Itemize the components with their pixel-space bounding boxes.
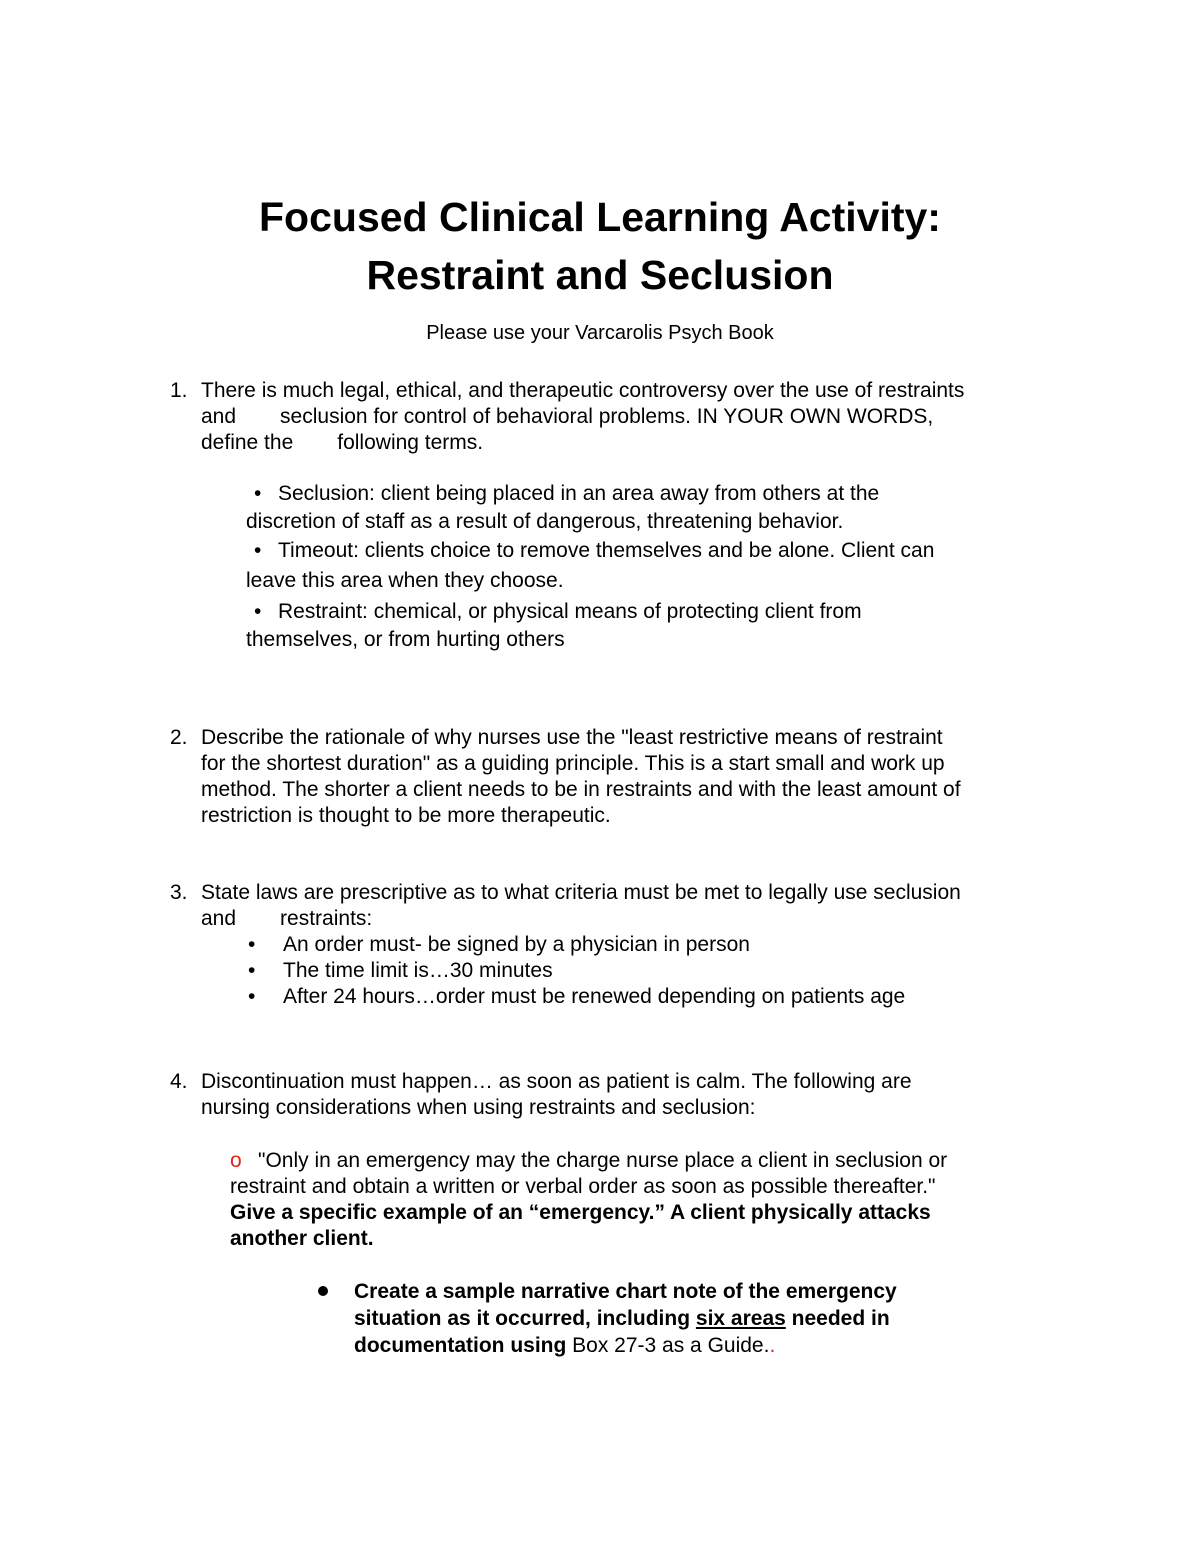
title-line-1: Focused Clinical Learning Activity: (259, 194, 941, 240)
question-1 (170, 378, 1070, 456)
bullet-icon: • (254, 600, 262, 623)
bullet-icon: • (248, 959, 256, 982)
q2-line: for the shortest duration" as a guiding principle. This is a start small and work up (201, 752, 945, 775)
list-item: • Restraint: chemical, or physical means of protecting client from themselves, or from hurting others (246, 600, 862, 651)
question-number: 1. (170, 379, 188, 402)
circle-bullet-icon: o (230, 1149, 242, 1172)
question-number: 2. (170, 726, 188, 749)
q4-task-item: Create a sample narrative chart note of the emergency situation as it occurred, including six areas needed in documentation using Box 27-3 as a Guide.. (354, 1280, 897, 1357)
q2-line: restriction is thought to be more therapeutic. (201, 804, 611, 827)
q3-line-1: State laws are prescriptive as to what criteria must be met to legally use seclusion (201, 881, 961, 904)
page-title (0, 188, 1200, 304)
question-number: 3. (170, 881, 188, 904)
bullet-icon: • (254, 539, 262, 562)
bullet-icon: • (248, 933, 256, 956)
q4-line-2: nursing considerations when using restraints and seclusion: (201, 1096, 756, 1119)
bullet-icon: • (254, 482, 262, 505)
question-number: 4. (170, 1070, 188, 1093)
q1-term-list (246, 480, 1046, 654)
list-item: • An order must- be signed by a physician in person (248, 933, 750, 956)
q1-line-3: define the following terms. (201, 431, 484, 454)
six-areas-emphasis: six areas (695, 1307, 786, 1330)
question-2 (170, 725, 1070, 829)
q2-line: method. The shorter a client needs to be in restraints and with the least amount of (201, 778, 961, 801)
list-item: • After 24 hours…order must be renewed depending on patients age (248, 985, 906, 1008)
question-4 (170, 1069, 1070, 1121)
q4-line-1: Discontinuation must happen… as soon as patient is calm. The following are (201, 1070, 912, 1093)
q2-line: Describe the rationale of why nurses use the "least restrictive means of restraint (201, 726, 943, 749)
list-item: • The time limit is…30 minutes (248, 959, 553, 982)
filled-bullet-icon (318, 1286, 328, 1296)
question-3 (170, 880, 1070, 932)
q3-criteria-list (248, 932, 1068, 1010)
q1-line-1: There is much legal, ethical, and therapeutic controversy over the use of restraints (201, 379, 965, 402)
q4-emergency-item: o "Only in an emergency may the charge nurse place a client in seclusion or restraint and obtain a written or verbal order as soon as possible thereafter." Give a specific example of an “emergency.” A client physically attacks another client. (230, 1149, 948, 1250)
q1-line-2: and seclusion for control of behavioral problems. IN YOUR OWN WORDS, (201, 405, 934, 428)
list-item: • Timeout: clients choice to remove themselves and be alone. Client can leave this area when they choose. (246, 536, 1046, 596)
q3-line-2: and restraints: (201, 907, 373, 930)
title-line-2: Restraint and Seclusion (366, 252, 834, 298)
bullet-icon: • (248, 985, 256, 1008)
page-subtitle: Please use your Varcarolis Psych Book (426, 322, 774, 344)
list-item: • Seclusion: client being placed in an area away from others at the discretion of staff as a result of dangerous, threatening behavior. (246, 482, 880, 533)
